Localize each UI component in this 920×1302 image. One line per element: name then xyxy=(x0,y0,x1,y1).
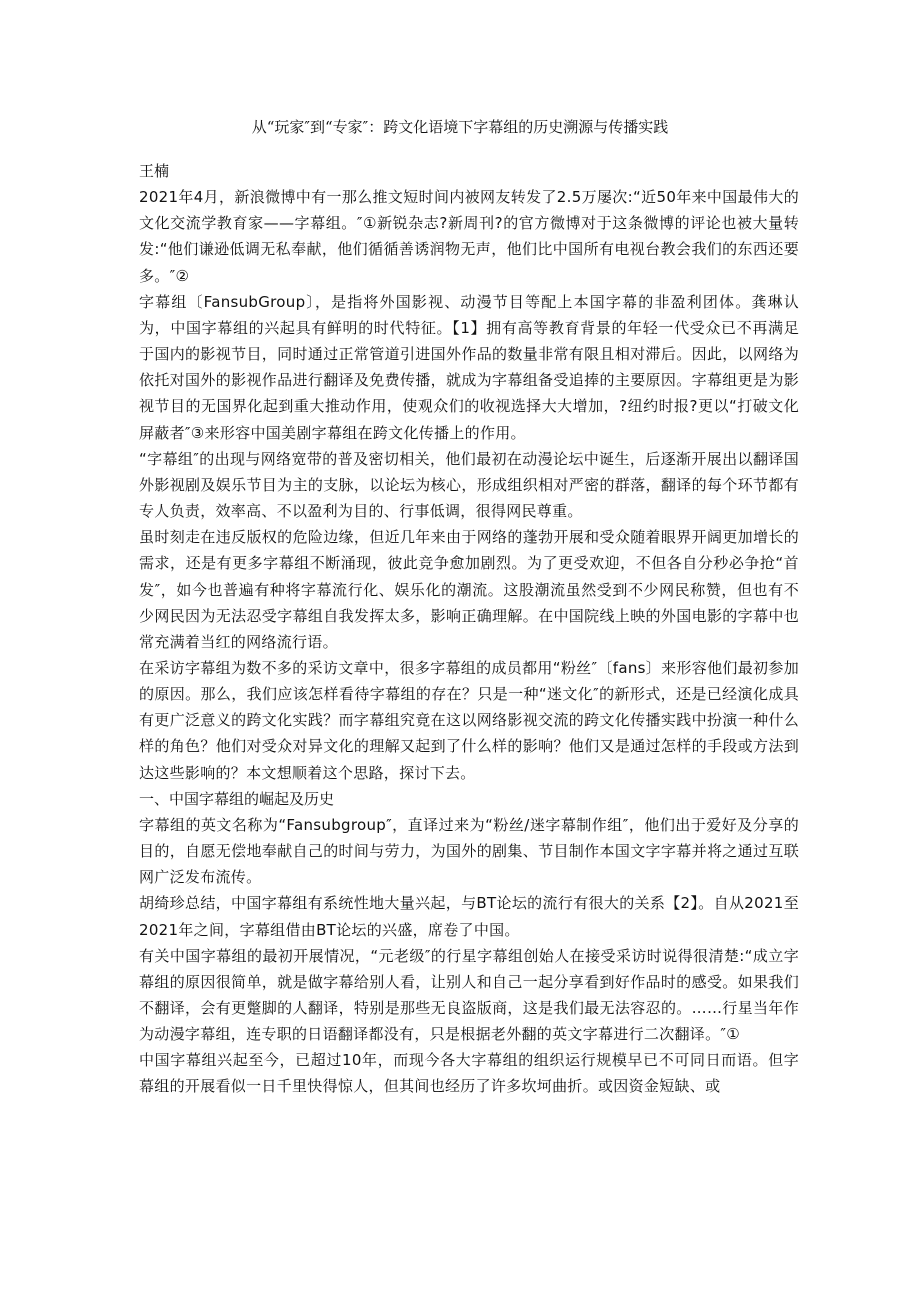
paragraph: 胡绮珍总结，中国字幕组有系统性地大量兴起，与BT论坛的流行有很大的关系【2】。自从2021至2021年之间，字幕组借由BT论坛的兴盛，席卷了中国。 xyxy=(139,894,799,939)
paragraph: 在采访字幕组为数不多的采访文章中，很多字幕组的成员都用“粉丝″〔fans〕来形容他们最初参加的原因。那么，我们应该怎样看待字幕组的存在？只是一种“迷文化″的新形式，还是已经演化成具有更广泛意义的跨文化实践？而字幕组究竟在这以网络影视交流的跨文化传播实践中扮演一种什么样的角色？他们对受众对异文化的理解又起到了什么样的影响？他们又是通过怎样的手段或方法到达这些影响的？本文想顺着这个思路，探讨下去。 xyxy=(139,658,799,782)
paragraph: 虽时刻走在违反版权的危险边缘，但近几年来由于网络的蓬勃开展和受众随着眼界开阔更加增长的需求，还是有更多字幕组不断涌现，彼此竞争愈加剧烈。为了更受欢迎，不但各自分秒必争抢“首发″，如今也普遍有种将字幕流行化、娱乐化的潮流。这股潮流虽然受到不少网民称赞，但也有不少网民因为无法忍受字幕组自我发挥太多，影响正确理解。在中国院线上映的外国电影的字幕中也常充满着当红的网络流行语。 xyxy=(139,528,799,651)
paragraph: 2021年4月，新浪微博中有一那么推文短时间内被网友转发了2.5万屡次:“近50年来中国最伟大的文化交流学教育家——字幕组。″①新锐杂志?新周刊?的官方微博对于这条微博的评论也被大量转发:“他们谦逊低调无私奉献，他们循循善诱润物无声，他们比中国所有电视台教会我们的东西还要多。″② xyxy=(139,188,799,285)
section-heading: 一、中国字幕组的崛起及历史 xyxy=(139,789,335,808)
paragraph: 字幕组〔FansubGroup〕，是指将外国影视、动漫节目等配上本国字幕的非盈利团体。龚琳认为，中国字幕组的兴起具有鲜明的时代特征。【1】拥有高等教育背景的年轻一代受众已不再满足于国内的影视节目，同时通过正常管道引进国外作品的数量非常有限且相对滞后。因此，以网络为依托对国外的影视作品进行翻译及免费传播，就成为字幕组备受追捧的主要原因。字幕组更是为影视节目的无国界化起到重大推动作用，使观众们的收视选择大大增加，?纽约时报?更以“打破文化屏蔽者″③来形容中国美剧字幕组在跨文化传播上的作用。 xyxy=(139,292,799,442)
document-body xyxy=(139,158,799,1100)
paragraph: 字幕组的英文名称为“Fansubgroup″，直译过来为“粉丝/迷字幕制作组″，他们出于爱好及分享的目的，自愿无偿地奉献自己的时间与劳力，为国外的剧集、节目制作本国文字字幕并将之通过互联网广泛发布流传。 xyxy=(139,815,799,887)
document-title: 从“玩家″到“专家″：跨文化语境下字幕组的历史溯源与传播实践 xyxy=(251,118,669,136)
paragraph: “字幕组″的出现与网络宽带的普及密切相关，他们最初在动漫论坛中诞生，后逐渐开展出以翻译国外影视剧及娱乐节目为主的支脉，以论坛为核心，形成组织相对严密的群落，翻译的每个环节都有专人负责，效率高、不以盈利为目的、行事低调，很得网民尊重。 xyxy=(139,449,799,521)
author-name: 王楠 xyxy=(139,162,170,180)
paragraph: 有关中国字幕组的最初开展情况，“元老级″的行星字幕组创始人在接受采访时说得很清楚:“成立字幕组的原因很简单，就是做字幕给别人看，让别人和自己一起分享看到好作品时的感受。如果我们不翻译，会有更蹩脚的人翻译，特别是那些无良盗版商，这是我们最无法容忍的。……行星当年作为动漫字幕组，连专职的日语翻译都没有，只是根据老外翻的英文字幕进行二次翻译。″① xyxy=(139,946,799,1044)
paragraph: 中国字幕组兴起至今，已超过10年，而现今各大字幕组的组织运行规模早已不可同日而语。但字幕组的开展看似一日千里快得惊人，但其间也经历了许多坎坷曲折。或因资金短缺、或 xyxy=(139,1051,799,1096)
